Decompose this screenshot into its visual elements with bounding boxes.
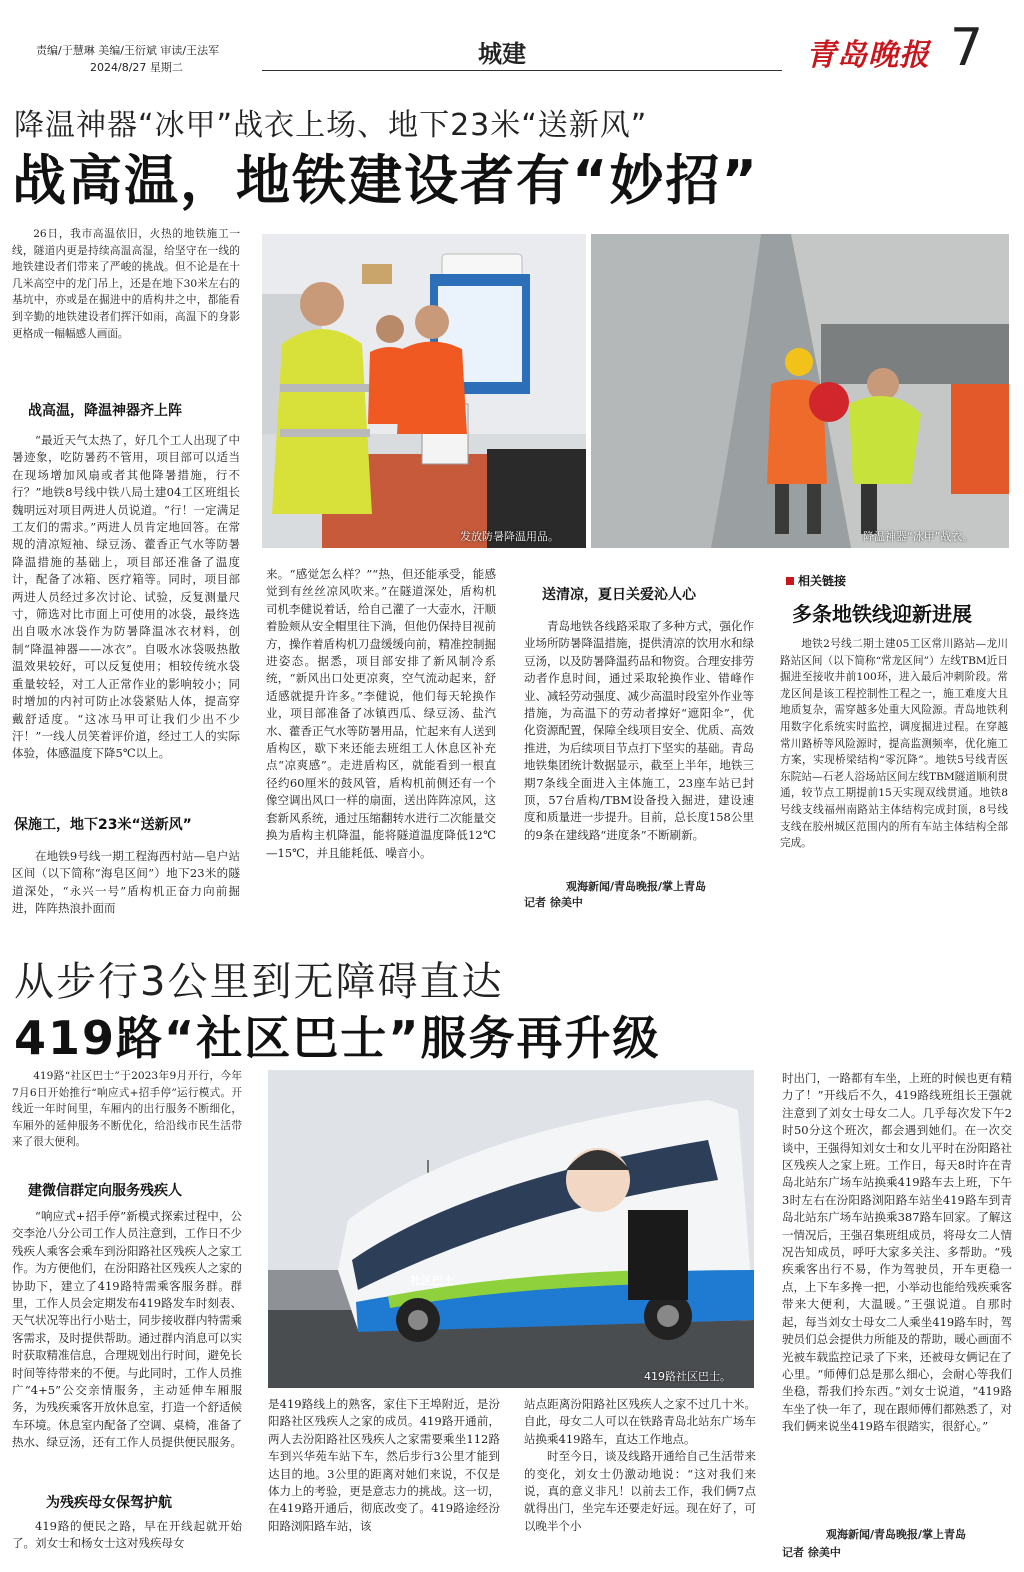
article2-column2 [268, 1396, 500, 1535]
article2-reporter: 记者 徐美中 [782, 1546, 841, 1559]
article2-section2 [12, 1518, 242, 1553]
article1-section2-text: 在地铁9号线一期工程海西村站—皂户站区间（以下简称“海皂区间”）地下23米的隧道深处，“永兴一号”盾构机正奋力向前掘进，阵阵热浪扑面而 [12, 849, 240, 916]
article1-section1-heading: 战高温，降温神器齐上阵 [28, 403, 182, 419]
masthead [0, 0, 1024, 78]
article1-section2-heading: 保施工，地下23米“送新风” [14, 817, 192, 833]
article1-subtitle: 降温神器“冰甲”战衣上场、地下23米“送新风” [14, 108, 648, 143]
bus-side-banner: 社区巴士 [410, 1274, 454, 1287]
article2-subtitle: 从步行3公里到无障碍直达 [14, 959, 504, 1005]
related-link-tag [786, 572, 846, 589]
article1-section1-text: “最近天气太热了，好几个工人出现了中暑迹象，吃防暑药不管用，项目部可以适当在现场增加风扇或者其他降暑措施，行不行？”地铁8号线中铁八局土建04工区班组长魏明远对项目两进人员说道。“行！一定满足工友们的需求。”两进人员肯定地回答。在常规的清凉短袖、绿豆汤、藿香正气水等防暑降温措施的基础上，项目部还准备了温度计，配备了冰箱、医疗箱等。同时，项目部两进人员经过多次讨论、试验，反复测量尺寸，筛选对比市面上可使用的冰袋，最终选出自吸水冰袋作为防暑降温冰衣材料，创制“降温神器——冰衣”。自吸水冰袋吸热散温效果较好，可以反复使用；相较传统水袋重量较轻，对工人正常作业的影响较小；同时增加的内衬可防止冰袋紧贴人体，提高穿戴舒适度。“这冰马甲可让我们少出不少汗！”一线人员笑着评价道，经过工人的实际体验，体感温度下降5℃以上。 [12, 433, 240, 761]
red-square-icon [786, 577, 794, 585]
article2-column3-text: 站点距离汾阳路社区残疾人之家不过几十米。自此，母女二人可以在铁路青岛北站东广场车站换乘419路车，直达工作地点。 [524, 1397, 756, 1446]
article1-column2 [266, 566, 496, 862]
article2-column4 [782, 1070, 1012, 1436]
photo-tunnel-workers [591, 234, 1009, 548]
article1-section3 [524, 618, 754, 844]
related-link-tag-text: 相关链接 [798, 574, 847, 588]
section-name: 城建 [478, 40, 526, 68]
related-link-text: 地铁2号线二期土建05工区常川路站—龙川路站区间（以下简称“常龙区间”）左线TBM近日掘进至接收井前100环，进入最后冲刺阶段。常龙区间是该工程控制性工程之一，施工难度大且地质复杂，需穿越多处重大风险源。青岛地铁利用数字化系统实时监控，调度掘进过程。在穿越常川路桥等风险源时，提高监测频率，优化施工方案，实现桥梁结构“零沉降”。地铁5号线青医东院站—石老人浴场站区间左线TBM隧道顺利贯通，较节点工期提前15天实现双线贯通。地铁8号线支线福州南路站主体结构完成封顶，8号线支线在胶州城区范围内的所有车站主体结构全部完成。 [780, 638, 1008, 850]
masthead-rule [262, 70, 782, 71]
article1-byline: 观海新闻/青岛晚报/掌上青岛 [566, 880, 707, 893]
article2-intro-text: 419路“社区巴士”于2023年9月开行，今年7月6日开始推行“响应式+招手停”运行模式。开线近一年时间里，车厢内的出行服务不断细化，车厢外的延伸服务不断优化，给沿线市民生活带来了很大便利。 [12, 1070, 242, 1149]
article1-section1 [12, 432, 240, 763]
article2-section1-heading: 建微信群定向服务残疾人 [28, 1183, 182, 1199]
credits-line: 责编/于慧琳 美编/王衍斌 审读/王法军 [36, 44, 220, 57]
related-link-body [780, 636, 1008, 852]
article1-column2-text: 来。“感觉怎么样？”“热，但还能承受，能感觉到有丝丝凉风吹来。”在隧道深处，盾构机司机李健说着话，给自己灌了一大壶水，汗顺着脸颊从安全帽里往下淌，但他仍保持目视前方，操作着盾构机刀盘缓缓向前，精准控制掘进姿态。据悉，项目部安排了新风制冷系统，“新风出口处更凉爽，空气流动起来，舒适感就提升许多。”李健说，他们每天轮换作业，项目部准备了冰镇西瓜、绿豆汤、盐汽水、藿香正气水等防暑用品，忙起来有人送到盾构区，歇下来还能去班组工人休息区补充点“凉爽感”。走进盾构区，就能看到一根直径约60厘米的鼓风管，盾构机前侧还有一个像空调出风口一样的扇面，送出阵阵凉风，这套新风系统，通过压缩翻转水进行二次能量交换为盾构主机降温，能将隧道温度降低12℃—15℃，并且能耗低、噪音小。 [266, 567, 496, 860]
photo-distributing-supplies-image [262, 234, 586, 548]
article1-title: 战高温，地铁建设者有“妙招” [12, 149, 759, 212]
article2-section2-heading: 为残疾母女保驾护航 [46, 1495, 172, 1511]
paper-logo: 青岛晚报 [806, 38, 930, 73]
article2-column3-text2: 时至今日，谈及线路开通给自己生活带来的变化，刘女士仍激动地说：“这对我们来说，真的意义非凡！以前去工作，我们俩7点就得出门，坐完车还要走好远。现在好了，可以晚半个小 [524, 1449, 756, 1533]
photo1-caption: 发放防暑降温用品。 [460, 530, 559, 543]
photo-distributing-supplies [262, 234, 586, 548]
article1-section3-heading: 送清凉，夏日关爱沁人心 [542, 587, 696, 603]
article2-section2-text: 419路的便民之路，早在开线起就开始了。刘女士和杨女士这对残疾母女 [12, 1519, 242, 1551]
article2-intro [12, 1068, 242, 1151]
article1-intro [12, 226, 240, 342]
article1-section3-text: 青岛地铁各线路采取了多种方式，强化作业场所防暑降温措施，提供清凉的饮用水和绿豆汤，以及防暑降温药品和物资。合理安排劳动者作息时间，通过采取轮换作业、错峰作业、减轻劳动强度、减少高温时段室外作业等措施，为高温下的劳动者撑好“遮阳伞”，优化资源配置，保障全线项目安全、优质、高效推进，为后续项目节点打下坚实的基础。青岛地铁集团统计数据显示，截至上半年，地铁三期7条线全面进入主体施工，23座车站已封顶，57台盾构/TBM设备投入掘进，建设速度和质量进一步提升。目前，总长度158公里的9条在建线路“进度条”不断刷新。 [524, 619, 754, 842]
editor-credits [36, 42, 219, 76]
bus-photo-caption: 419路社区巴士。 [644, 1370, 731, 1383]
photo-tunnel-workers-image [591, 234, 1009, 548]
related-link-title: 多条地铁线迎新进展 [792, 602, 972, 626]
article2-section1 [12, 1208, 242, 1452]
photo2-caption: 降温神器“冰甲”战衣。 [863, 530, 974, 543]
page-number: 7 [950, 18, 984, 78]
article2-column2-text: 是419路线上的熟客，家住下王埠附近，是汾阳路社区残疾人之家的成员。419路开通前，两人去汾阳路社区残疾人之家需要乘坐112路车到兴华苑车站下车，然后步行3公里才能到达目的地。3公里的距离对她们来说，不仅是体力上的考验，更是意志力的挑战。这一切，在419路开通后，彻底改变了。419路途经汾阳路浏阳路车站，该 [268, 1397, 500, 1533]
article1-section2 [12, 848, 240, 918]
article2-section1-text: “响应式+招手停”新模式探索过程中，公交李沧八分公司工作人员注意到，工作日不少残疾人乘客会乘车到汾阳路社区残疾人之家工作。为方便他们，在汾阳路社区残疾人之家的协助下，建立了419路特需乘客服务群。群里，工作人员会定期发布419路发车时刻表、天气状况等出行小贴士，同步接收群内特需乘客需求，及时提供帮助。通过群内消息可以实时获取精准信息，合理规划出行时间，避免长时间等待带来的不便。与此同时，工作人员推广“4+5”公交亲情服务，主动延伸车厢服务，为残疾乘客开放休息室，打造一个舒适候车环境。休息室内配备了空调、桌椅，准备了热水、绿豆汤，还有工作人员提供便民服务。 [12, 1209, 242, 1450]
article2-title: 419路“社区巴士”服务再升级 [14, 1011, 661, 1065]
photo-community-bus-image [268, 1070, 754, 1388]
article1-reporter: 记者 徐美中 [524, 896, 583, 909]
article2-byline: 观海新闻/青岛晚报/掌上青岛 [826, 1528, 967, 1541]
issue-date: 2024/8/27 星期二 [90, 61, 183, 74]
article1-intro-text: 26日，我市高温依旧，火热的地铁施工一线，隧道内更是持续高温高湿，给坚守在一线的地铁建设者们带来了严峻的挑战。但不论是在十几米高空中的龙门吊上，还是在地下30米左右的基坑中，亦或是在掘进中的盾构井之中，都能看到辛勤的地铁建设者们挥汗如雨，高温下的身影更格成一幅幅感人画面。 [12, 228, 240, 340]
article2-column4-text: 时出门，一路都有车坐，上班的时候也更有精力了！”开线后不久，419路线班组长王强就注意到了刘女士母女二人。几乎每次发下午2时50分这个班次，都会遇到她们。在一次交谈中，王强得知刘女士和女儿平时在汾阳路社区残疾人之家上班。工作日，每天8时许在青岛北站东广场车站换乘419路车去上班，下午3时左右在汾阳路浏阳路车站坐419路车到青岛北站东广场车站换乘387路车回家。了解这一情况后，王强召集班组成员，将母女二人情况告知成员，呼吁大家多关注、多帮助。“残疾乘客出行不易，作为驾驶员，开车更稳一点，上下车多搀一把，小举动也能给残疾乘客带来大便利，大温暖。”王强说道。自那时起，每当刘女士母女二人乘坐419路车时，驾驶员们总会提供力所能及的帮助，暖心画面不光被车载监控记录了下来，还被母女俩记在了心里。“师傅们总是那么细心，会耐心等我们坐稳，帮我们拎东西。”刘女士说道，“419路车坐了快一年了，现在跟师傅们都熟悉了，对我们俩来说坐419路车很踏实，很舒心。” [782, 1071, 1012, 1434]
article2-column3 [524, 1396, 756, 1535]
photo-community-bus [268, 1070, 754, 1388]
